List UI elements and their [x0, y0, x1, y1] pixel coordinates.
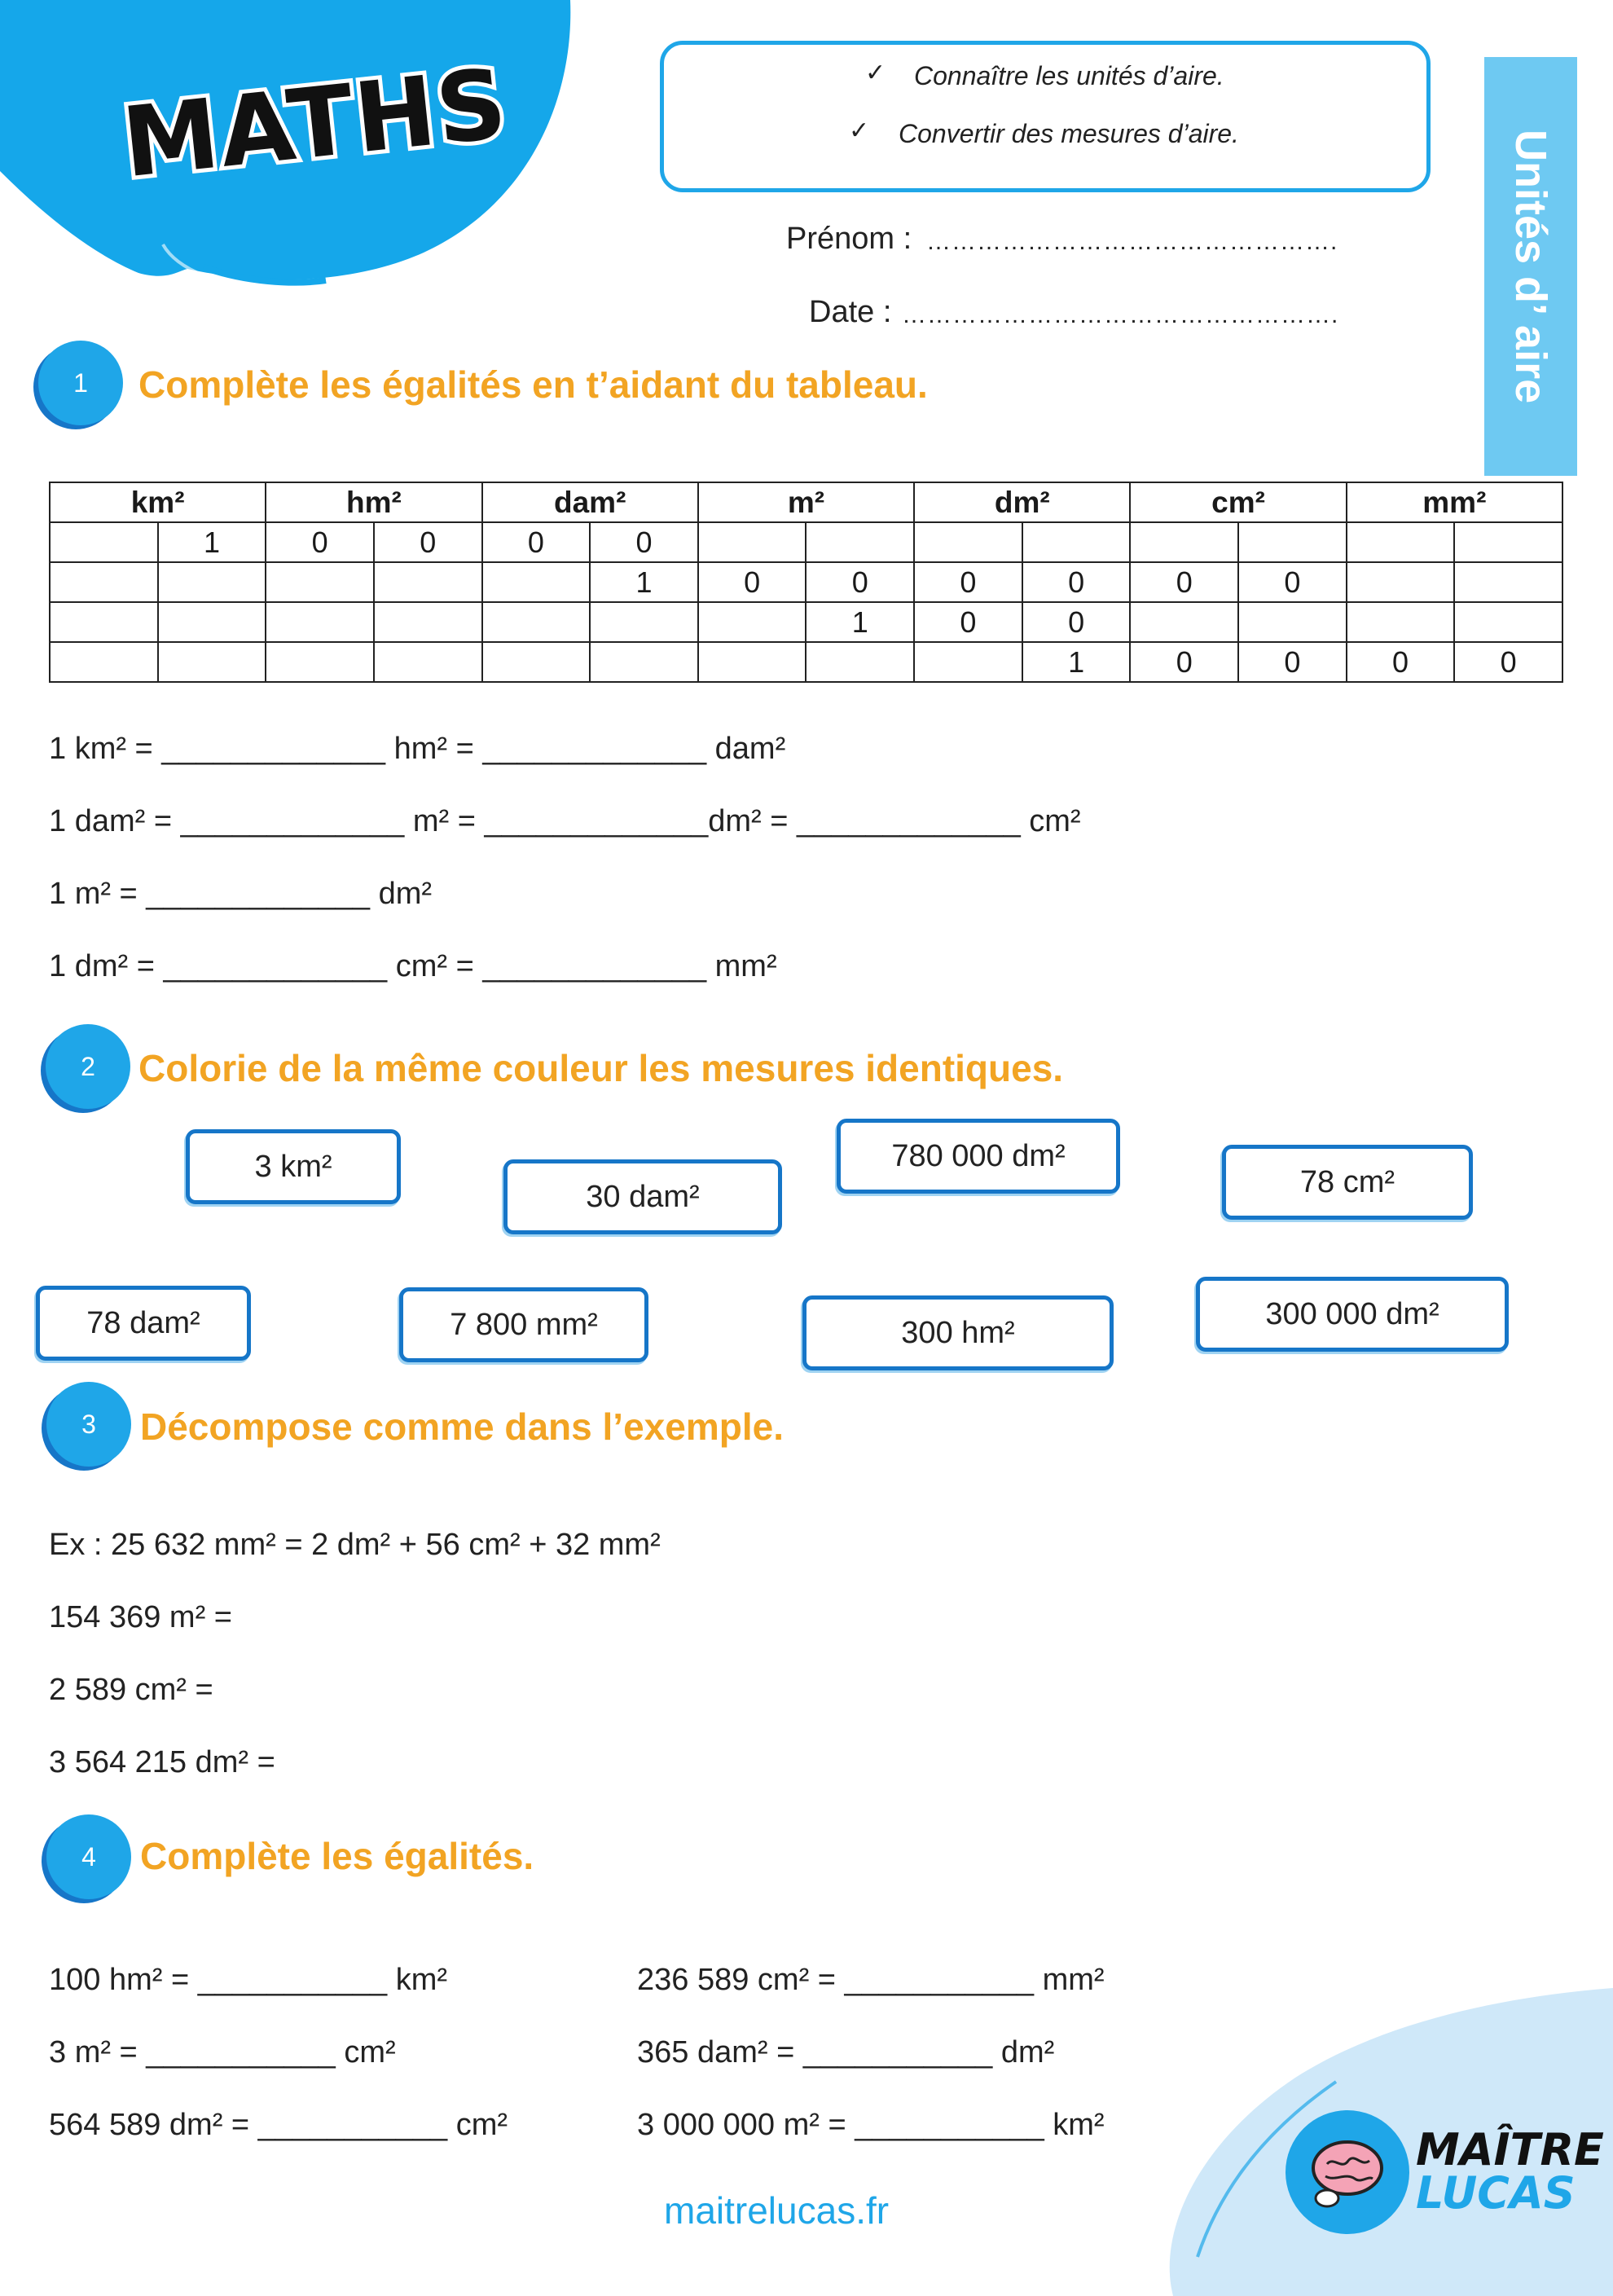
measure-box[interactable]: 78 cm²	[1222, 1145, 1473, 1220]
table-cell[interactable]: 0	[1238, 642, 1347, 682]
table-row	[50, 602, 1562, 642]
table-cell[interactable]: 0	[1238, 562, 1347, 602]
table-cell[interactable]	[806, 642, 914, 682]
website-link[interactable]: maitrelucas.fr	[664, 2189, 890, 2232]
equality-right-3[interactable]: 3 000 000 m² = ___________ km²	[637, 2108, 1105, 2142]
section-title-3: Décompose comme dans l’exemple.	[140, 1405, 784, 1448]
table-cell[interactable]	[50, 642, 158, 682]
logo-text-lucas: LUCAS	[1416, 2167, 1576, 2219]
table-header: hm²	[266, 482, 481, 522]
table-cell[interactable]: 0	[806, 562, 914, 602]
table-cell[interactable]	[1347, 562, 1455, 602]
table-cell[interactable]: 0	[482, 522, 591, 562]
equality-right-2[interactable]: 365 dam² = ___________ dm²	[637, 2035, 1055, 2069]
side-tab-label: Unités d’ aire	[1506, 129, 1555, 404]
table-cell[interactable]	[1238, 602, 1347, 642]
table-cell[interactable]	[374, 602, 482, 642]
table-cell[interactable]	[482, 562, 591, 602]
check-icon: ✓	[865, 59, 886, 86]
table-cell[interactable]	[1454, 562, 1562, 602]
equality-line-2[interactable]: 1 dam² = _____________ m² = _____________dm² = _____________ cm²	[49, 804, 1081, 838]
table-cell[interactable]	[698, 522, 806, 562]
decompose-line-1[interactable]: 154 369 m² =	[49, 1600, 232, 1634]
table-cell[interactable]	[50, 602, 158, 642]
table-cell[interactable]: 0	[1130, 562, 1238, 602]
objective-2: Convertir des mesures d’aire.	[899, 119, 1239, 148]
table-cell[interactable]: 0	[1022, 562, 1131, 602]
equality-left-3[interactable]: 564 589 dm² = ___________ cm²	[49, 2108, 508, 2142]
measure-box[interactable]: 7 800 mm²	[399, 1287, 648, 1362]
date-label: Date :	[809, 295, 892, 329]
table-cell[interactable]	[914, 522, 1022, 562]
table-row	[50, 642, 1562, 682]
table-cell[interactable]: 1	[590, 562, 698, 602]
table-cell[interactable]	[1238, 522, 1347, 562]
logo-text-maitre: MAÎTRE	[1416, 2124, 1604, 2175]
table-cell[interactable]	[698, 642, 806, 682]
table-cell[interactable]: 0	[1454, 642, 1562, 682]
table-cell[interactable]	[266, 562, 374, 602]
section-number-4: 4	[46, 1814, 131, 1899]
table-cell[interactable]: 0	[698, 562, 806, 602]
table-row	[50, 562, 1562, 602]
measure-box[interactable]: 3 km²	[186, 1129, 401, 1204]
date-field[interactable]: …………………………………………….	[902, 301, 1339, 328]
measure-box[interactable]: 78 dam²	[36, 1286, 251, 1361]
table-cell[interactable]	[1022, 522, 1131, 562]
table-cell[interactable]	[50, 522, 158, 562]
table-header: cm²	[1130, 482, 1346, 522]
table-cell[interactable]	[482, 642, 591, 682]
table-cell[interactable]: 0	[914, 562, 1022, 602]
section-number-2: 2	[46, 1024, 130, 1109]
measure-box[interactable]: 780 000 dm²	[837, 1119, 1120, 1194]
conversion-table	[49, 482, 1563, 683]
firstname-field[interactable]: ………………………………………….	[926, 228, 1338, 255]
decompose-line-3[interactable]: 3 564 215 dm² =	[49, 1745, 275, 1779]
table-cell[interactable]	[914, 642, 1022, 682]
table-cell[interactable]	[1454, 602, 1562, 642]
table-cell[interactable]	[266, 642, 374, 682]
table-cell[interactable]: 1	[1022, 642, 1131, 682]
measure-box[interactable]: 300 000 dm²	[1196, 1277, 1509, 1352]
table-cell[interactable]: 0	[590, 522, 698, 562]
table-cell[interactable]: 0	[1347, 642, 1455, 682]
firstname-label: Prénom :	[786, 222, 912, 256]
table-header: km²	[50, 482, 266, 522]
table-cell[interactable]: 0	[914, 602, 1022, 642]
brain-icon	[1286, 2110, 1409, 2234]
measure-box[interactable]: 30 dam²	[503, 1159, 782, 1234]
table-cell[interactable]	[1130, 602, 1238, 642]
table-cell[interactable]	[698, 602, 806, 642]
table-cell[interactable]	[1130, 522, 1238, 562]
section-title-1: Complète les égalités en t’aidant du tableau.	[138, 363, 928, 406]
check-icon: ✓	[849, 117, 870, 144]
table-cell[interactable]: 0	[1022, 602, 1131, 642]
table-cell[interactable]: 0	[374, 522, 482, 562]
table-cell[interactable]	[50, 562, 158, 602]
table-cell[interactable]: 1	[158, 522, 266, 562]
table-cell[interactable]	[590, 602, 698, 642]
table-cell[interactable]	[806, 522, 914, 562]
section-title-4: Complète les égalités.	[140, 1835, 534, 1877]
equality-line-1[interactable]: 1 km² = _____________ hm² = _____________ dam²	[49, 732, 786, 766]
section-title-2: Colorie de la même couleur les mesures identiques.	[138, 1047, 1064, 1089]
table-cell[interactable]	[266, 602, 374, 642]
table-cell[interactable]	[374, 642, 482, 682]
equality-left-1[interactable]: 100 hm² = ___________ km²	[49, 1963, 448, 1997]
table-cell[interactable]	[1347, 522, 1455, 562]
table-cell[interactable]	[1454, 522, 1562, 562]
equality-line-3[interactable]: 1 m² = _____________ dm²	[49, 877, 433, 911]
section-number-3: 3	[46, 1382, 131, 1467]
equality-line-4[interactable]: 1 dm² = _____________ cm² = _____________ mm²	[49, 949, 777, 983]
equality-left-2[interactable]: 3 m² = ___________ cm²	[49, 2035, 396, 2069]
table-cell[interactable]	[158, 642, 266, 682]
section-number-1: 1	[38, 341, 123, 425]
table-cell[interactable]	[1347, 602, 1455, 642]
table-header: dm²	[914, 482, 1130, 522]
table-row	[50, 522, 1562, 562]
decompose-line-2[interactable]: 2 589 cm² =	[49, 1673, 213, 1707]
table-cell[interactable]: 0	[1130, 642, 1238, 682]
table-header: m²	[698, 482, 914, 522]
table-cell[interactable]	[158, 602, 266, 642]
table-header: mm²	[1347, 482, 1562, 522]
table-cell[interactable]	[374, 562, 482, 602]
equality-right-1[interactable]: 236 589 cm² = ___________ mm²	[637, 1963, 1105, 1997]
table-cell[interactable]	[482, 602, 591, 642]
table-header: dam²	[482, 482, 698, 522]
example-line: Ex : 25 632 mm² = 2 dm² + 56 cm² + 32 mm²	[49, 1528, 661, 1562]
subject-title: MATHS	[117, 46, 513, 200]
measure-box[interactable]: 300 hm²	[802, 1295, 1114, 1370]
objective-1: Connaître les unités d’aire.	[914, 61, 1224, 90]
table-cell[interactable]: 1	[806, 602, 914, 642]
table-cell[interactable]: 0	[266, 522, 374, 562]
table-cell[interactable]	[158, 562, 266, 602]
table-cell[interactable]	[590, 642, 698, 682]
